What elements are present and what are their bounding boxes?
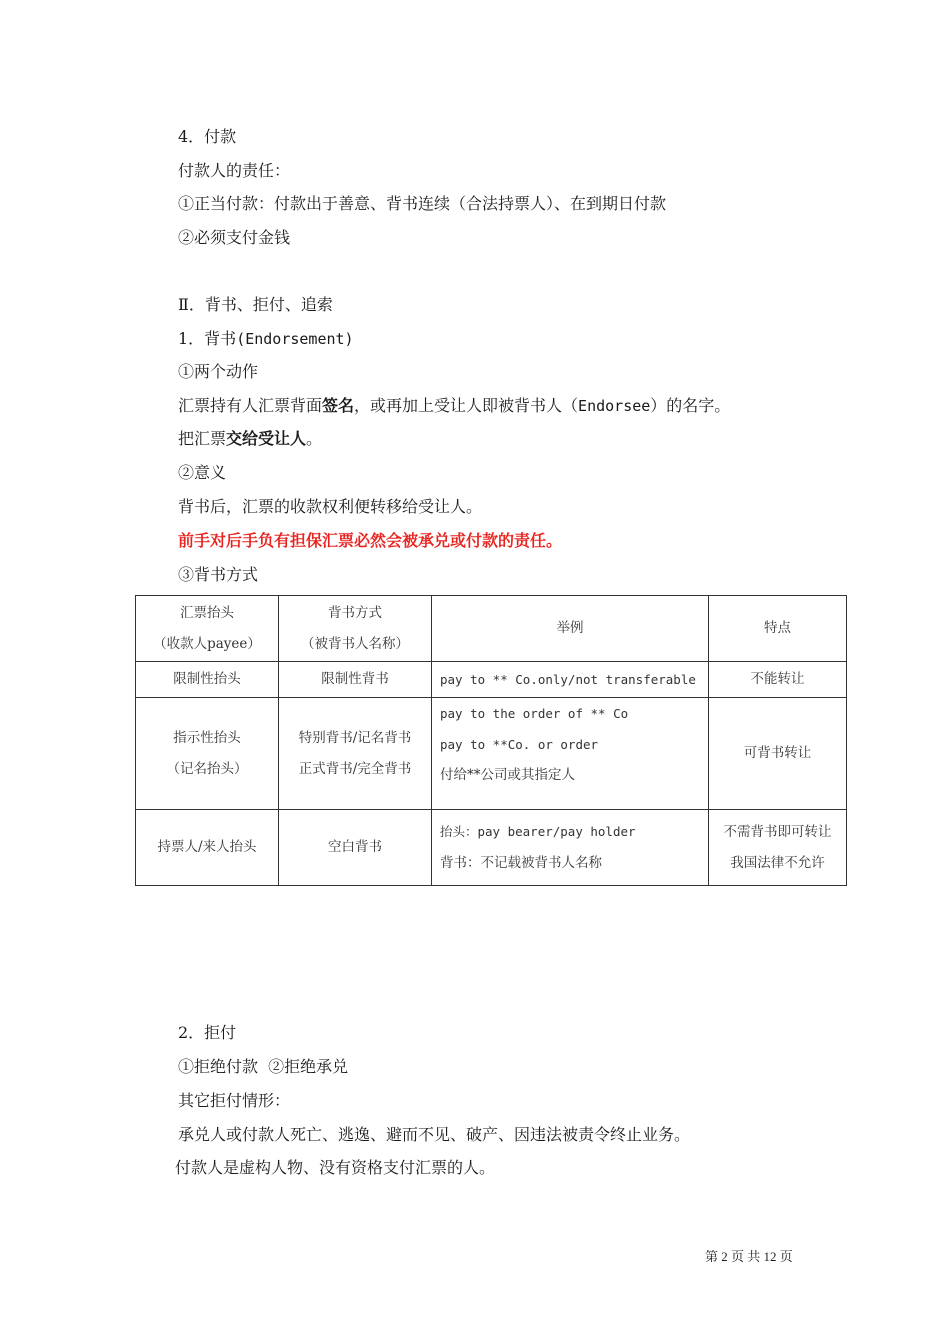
text-segment: 。 [306,429,323,448]
text-line: ①拒绝付款 ②拒绝承兑 [178,1057,349,1076]
example-text: 付给**公司或其指定人 [440,767,575,783]
header-text: （收款人payee） [153,635,261,652]
text-line: ②意义 [178,463,227,482]
table-cell: 可背书转让 [709,698,847,810]
emphasis-text: 前手对后手负有担保汇票必然会被承兑或付款的责任。 [178,531,563,550]
table-cell: 不能转让 [709,662,847,698]
table-cell [432,662,709,698]
text-segment: 把汇票 [178,429,227,448]
subheading-english: (Endorsement) [236,330,354,348]
table-row [136,698,847,810]
cell-text: 正式背书/完全背书 [298,760,412,777]
example-line: 抬头：pay bearer/pay holder [440,824,636,839]
bold-text: 交给受让人 [226,429,307,448]
section-heading-payment: 4．付款 [178,127,237,146]
table-cell: 空白背书 [279,810,432,886]
text-line: 承兑人或付款人死亡、逃逸、避而不见、破产、因违法被责令终止业务。 [178,1125,691,1144]
text-line [178,395,730,417]
table-cell: 限制性抬头 [136,662,279,698]
example-text: pay to ** Co.only/not transferable [440,671,696,687]
bold-text: 签名 [322,396,355,415]
page-number: 第 2 页 共 12 页 [705,1249,793,1264]
header-text: 背书方式 [328,604,382,621]
example-text: 背书：不记载被背书人名称 [440,855,602,871]
text-line: ①正当付款：付款出于善意、背书连续（合法持票人）、在到期日付款 [178,194,667,213]
header-text: （被背书人名称） [301,635,409,652]
cell-text: 我国法律不允许 [730,854,825,871]
section-heading-endorsement-dishonour: Ⅱ．背书、拒付、追索 [178,295,333,314]
table-row [136,662,847,698]
endorsement-table [135,595,847,886]
header-cell [279,596,432,662]
text-segment: ）的名字。 [650,396,731,415]
text-line: ②必须支付金钱 [178,228,291,247]
example-text: pay to the order of ** Co [440,706,629,721]
header-cell: 特点 [709,596,847,662]
example-text: pay to **Co. or order [440,737,599,752]
text-segment: ，或再加上受让人即被背书人（ [354,396,579,415]
table-row [136,810,847,886]
text-line [178,428,322,450]
header-cell: 举例 [432,596,709,662]
table-cell [432,698,709,810]
text-line: 付款人的责任： [178,161,291,180]
subheading-dishonour: 2．拒付 [178,1023,237,1042]
text-line: ③背书方式 [178,565,259,584]
subheading-endorsement [178,328,354,350]
header-text: 汇票抬头 [180,604,234,621]
text-segment: 汇票持有人汇票背面 [178,396,323,415]
table-cell: 持票人/来人抬头 [136,810,279,886]
cell-text: （记名抬头） [166,760,248,777]
english-term: Endorsee [578,397,651,415]
table-cell [709,810,847,886]
cell-text: 不需背书即可转让 [723,823,832,840]
table-cell [432,810,709,886]
cell-text: 指示性抬头 [173,729,241,746]
cell-text: 特别背书/记名背书 [298,729,412,746]
text-line: ①两个动作 [178,362,259,381]
text-line: 背书后，汇票的收款权利便转移给受让人。 [178,497,483,516]
text-line: 其它拒付情形： [178,1091,291,1110]
table-cell [136,698,279,810]
header-cell [136,596,279,662]
text-line: 付款人是虚构人物、没有资格支付汇票的人。 [175,1158,496,1177]
subheading-text: 1．背书 [178,329,237,348]
table-header-row [136,596,847,662]
table-cell: 限制性背书 [279,662,432,698]
table-cell [279,698,432,810]
example-text [440,816,704,848]
